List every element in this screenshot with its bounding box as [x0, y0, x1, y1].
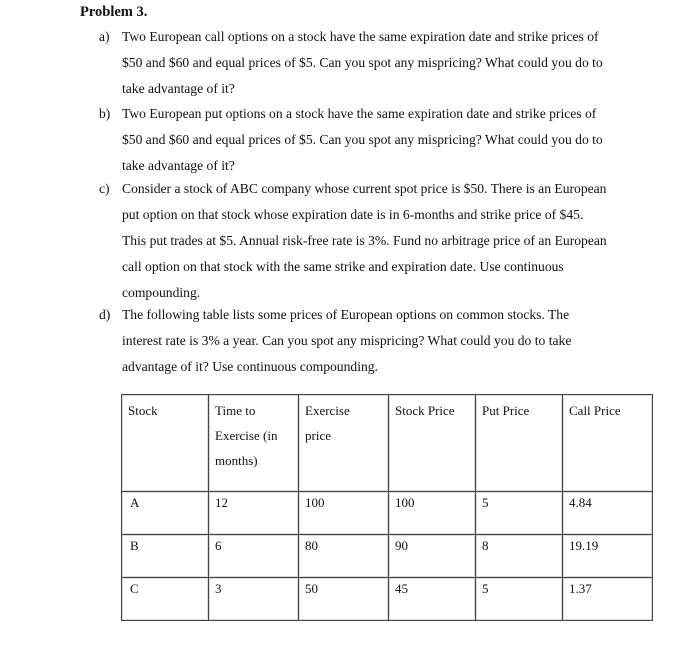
options-price-table: [121, 394, 653, 621]
item-marker: c): [99, 181, 110, 196]
item-text: [122, 101, 670, 179]
header-put-price: Put Price: [476, 395, 563, 492]
item-marker: b): [99, 106, 111, 121]
item-line: take advantage of it?: [122, 81, 235, 96]
item-line: advantage of it? Use continuous compounding.: [122, 359, 378, 374]
cell-stock-price: 45: [389, 578, 476, 621]
item-line: take advantage of it?: [122, 158, 235, 173]
table-row: [122, 535, 653, 578]
item-text: [122, 176, 670, 306]
item-text: [122, 24, 670, 102]
cell-time: 12: [209, 492, 299, 535]
header-call-price: Call Price: [563, 395, 653, 492]
item-line: Two European call options on a stock have the same expiration date and strike prices of: [122, 29, 599, 44]
item-line: interest rate is 3% a year. Can you spot any mispricing? What could you do to take: [122, 333, 572, 348]
table-row: [122, 492, 653, 535]
item-line: compounding.: [122, 285, 201, 300]
cell-stock: B: [122, 535, 209, 578]
header-stock: Stock: [122, 395, 209, 492]
cell-exercise: 50: [299, 578, 389, 621]
cell-exercise: 100: [299, 492, 389, 535]
cell-call-price: 19.19: [563, 535, 653, 578]
item-line: $50 and $60 and equal prices of $5. Can you spot any mispricing? What could you do to: [122, 132, 603, 147]
item-marker: d): [99, 307, 111, 322]
problem-title: Problem 3.: [80, 4, 148, 20]
cell-stock-price: 100: [389, 492, 476, 535]
item-line: $50 and $60 and equal prices of $5. Can you spot any mispricing? What could you do to: [122, 55, 603, 70]
item-line: put option on that stock whose expiration date is in 6-months and strike price of $45.: [122, 207, 584, 222]
header-time-to-exercise: Time to Exercise (in months): [209, 395, 299, 492]
item-line: Two European put options on a stock have the same expiration date and strike prices of: [122, 106, 597, 121]
cell-stock: C: [122, 578, 209, 621]
cell-time: 6: [209, 535, 299, 578]
cell-stock-price: 90: [389, 535, 476, 578]
table-header-row: [122, 395, 653, 492]
cell-put-price: 8: [476, 535, 563, 578]
item-line: The following table lists some prices of European options on common stocks. The: [122, 307, 570, 322]
cell-time: 3: [209, 578, 299, 621]
item-line: call option on that stock with the same strike and expiration date. Use continuous: [122, 259, 564, 274]
cell-put-price: 5: [476, 578, 563, 621]
item-line: This put trades at $5. Annual risk-free rate is 3%. Fund no arbitrage price of an European: [122, 233, 607, 248]
cell-call-price: 4.84: [563, 492, 653, 535]
header-stock-price: Stock Price: [389, 395, 476, 492]
header-exercise-price: Exercise price: [299, 395, 389, 492]
item-marker: a): [99, 29, 110, 44]
table-row: [122, 578, 653, 621]
item-line: Consider a stock of ABC company whose current spot price is $50. There is an European: [122, 181, 607, 196]
item-text: [122, 302, 670, 380]
cell-call-price: 1.37: [563, 578, 653, 621]
cell-stock: A: [122, 492, 209, 535]
cell-put-price: 5: [476, 492, 563, 535]
cell-exercise: 80: [299, 535, 389, 578]
